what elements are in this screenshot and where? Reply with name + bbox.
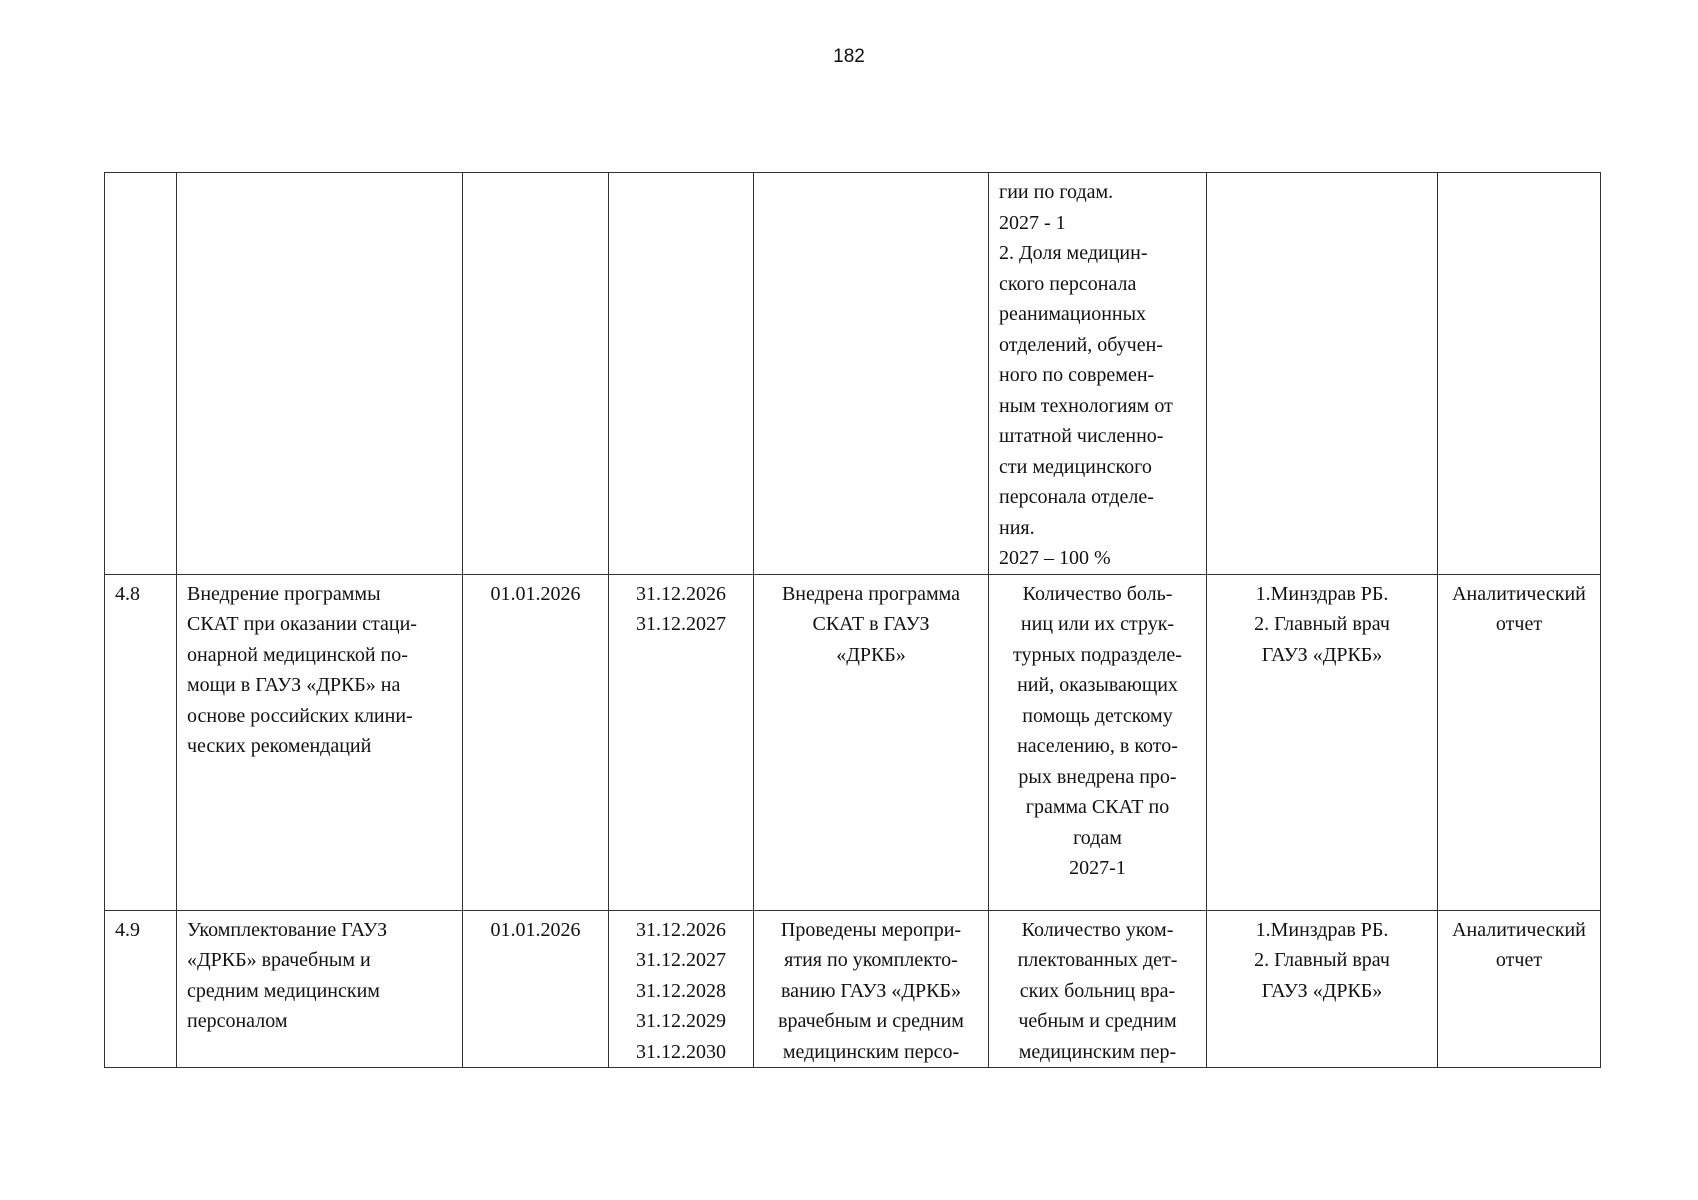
cell-line: ниц или их струк-: [1020, 613, 1175, 635]
cell-line: ния.: [999, 516, 1035, 539]
cell-line: СКАТ при оказании стаци-: [187, 613, 417, 635]
cell-line: Внедрена программа: [781, 582, 961, 605]
cell-report-form: [1438, 910, 1601, 1068]
cell-line: турных подразделе-: [1013, 643, 1182, 666]
cell-line: персонала отделе-: [999, 486, 1154, 508]
cell-expected-result: [754, 910, 989, 1068]
cell-indicator: [989, 574, 1207, 910]
cell-end-date: [609, 173, 754, 575]
measures-table: [104, 172, 1601, 1068]
page-number: 182: [833, 46, 865, 67]
cell-end-date: [609, 574, 754, 910]
table-row: [105, 910, 1601, 1068]
cell-line: ского персонала: [999, 272, 1137, 295]
cell-line: штатной численно-: [999, 425, 1164, 447]
cell-expected-result: [754, 173, 989, 575]
cell-line: годам: [1073, 826, 1122, 849]
cell-line: 2. Главный врач: [1254, 949, 1390, 971]
cell-line: 31.12.2030: [636, 1040, 726, 1063]
cell-line: ятия по укомплекто-: [784, 949, 958, 971]
cell-line: ских больниц вра-: [1019, 979, 1176, 1002]
cell-line: ванию ГАУЗ «ДРКБ»: [781, 979, 961, 1002]
cell-responsible: [1207, 910, 1438, 1068]
cell-line: 31.12.2027: [636, 949, 726, 971]
cell-text: 4.9: [115, 918, 140, 941]
cell-responsible: [1207, 173, 1438, 575]
cell-line: персоналом: [187, 1010, 288, 1032]
cell-number: [105, 574, 177, 910]
cell-number: [105, 910, 177, 1068]
cell-start-date: [463, 173, 609, 575]
cell-start-date: [463, 574, 609, 910]
cell-line: медицинским персо-: [782, 1040, 960, 1063]
cell-line: ного по современ-: [999, 364, 1155, 386]
cell-line: рых внедрена про-: [1018, 765, 1177, 788]
cell-text: 01.01.2026: [490, 582, 581, 605]
cell-text: 01.01.2026: [490, 918, 581, 941]
table-row: [105, 574, 1601, 910]
cell-line: ным технологиям от: [999, 394, 1173, 417]
cell-line: ГАУЗ «ДРКБ»: [1261, 643, 1383, 666]
cell-line: населению, в кото-: [1017, 735, 1178, 757]
cell-start-date: [463, 910, 609, 1068]
cell-line: ческих рекомендаций: [187, 735, 372, 757]
cell-line: грамма СКАТ по: [1025, 796, 1170, 818]
cell-line: отделений, обучен-: [999, 333, 1163, 356]
cell-line: 31.12.2026: [636, 918, 726, 941]
cell-line: 31.12.2029: [636, 1010, 726, 1032]
cell-line: врачебным и средним: [778, 1010, 964, 1032]
cell-line: 2027 - 1: [999, 211, 1066, 234]
cell-line: Проведены меропри-: [780, 918, 962, 941]
cell-line: гии по годам.: [999, 181, 1114, 203]
cell-measure: [177, 574, 463, 910]
cell-line: ГАУЗ «ДРКБ»: [1261, 979, 1383, 1002]
cell-line: основе российских клини-: [187, 704, 413, 727]
cell-indicator: [989, 910, 1207, 1068]
cell-line: плектованных дет-: [1017, 949, 1178, 971]
cell-end-date: [609, 910, 754, 1068]
cell-line: «ДРКБ» врачебным и: [187, 949, 371, 971]
cell-line: отчет: [1495, 949, 1543, 971]
cell-line: чебным и средним: [1018, 1010, 1177, 1032]
cell-line: 2. Доля медицин-: [999, 242, 1148, 264]
cell-line: Аналитический: [1452, 918, 1586, 941]
cell-line: Количество уком-: [1021, 918, 1174, 941]
cell-line: СКАТ в ГАУЗ: [812, 613, 930, 635]
cell-indicator: [989, 173, 1207, 575]
cell-line: 1.Минздрав РБ.: [1255, 582, 1389, 605]
cell-line: 2027 – 100 %: [999, 547, 1111, 569]
cell-line: Внедрение программы: [187, 582, 381, 605]
cell-line: отчет: [1495, 613, 1543, 635]
cell-line: сти медицинского: [999, 455, 1152, 478]
cell-measure: [177, 910, 463, 1068]
cell-expected-result: [754, 574, 989, 910]
cell-line: 31.12.2027: [636, 613, 726, 635]
cell-line: мощи в ГАУЗ «ДРКБ» на: [187, 674, 401, 696]
cell-line: «ДРКБ»: [836, 643, 906, 666]
cell-line: Аналитический: [1452, 582, 1586, 605]
cell-number: [105, 173, 177, 575]
cell-responsible: [1207, 574, 1438, 910]
cell-report-form: [1438, 574, 1601, 910]
cell-line: 2. Главный врач: [1254, 613, 1390, 635]
cell-report-form: [1438, 173, 1601, 575]
cell-line: реанимационных: [999, 303, 1147, 325]
cell-line: 31.12.2028: [636, 979, 726, 1002]
cell-text: 4.8: [115, 582, 140, 605]
cell-line: 1.Минздрав РБ.: [1255, 918, 1389, 941]
cell-line: медицинским пер-: [1018, 1040, 1177, 1063]
cell-line: Укомплектование ГАУЗ: [187, 918, 388, 941]
cell-line: 2027-1: [1069, 857, 1126, 879]
cell-line: 31.12.2026: [636, 582, 726, 605]
cell-line: онарной медицинской по-: [187, 643, 408, 666]
cell-line: средним медицинским: [187, 979, 380, 1002]
cell-measure: [177, 173, 463, 575]
table-row: [105, 173, 1601, 575]
cell-line: ний, оказывающих: [1017, 674, 1178, 696]
cell-line: помощь детскому: [1022, 704, 1173, 727]
cell-line: Количество боль-: [1022, 582, 1173, 605]
